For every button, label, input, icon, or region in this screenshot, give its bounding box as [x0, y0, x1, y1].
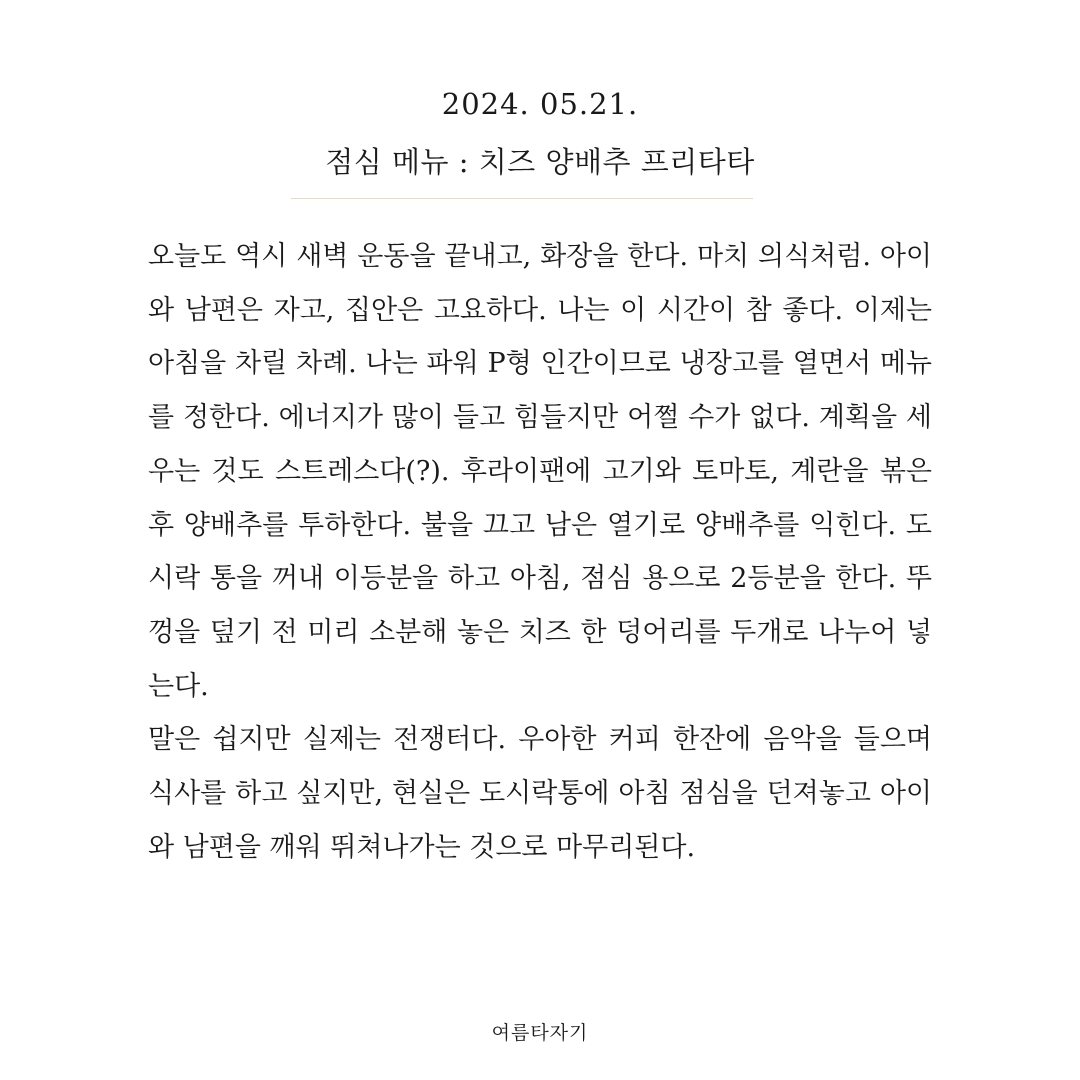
menu-title: 점심 메뉴 : 치즈 양배추 프리타타 — [325, 145, 755, 179]
title-divider — [291, 198, 753, 199]
journal-body — [148, 230, 932, 874]
body-paragraph-1: 오늘도 역시 새벽 운동을 끝내고, 화장을 한다. 마치 의식처럼. 아이와 남편은 자고, 집안은 고요하다. 나는 이 시간이 참 좋다. 이제는 아침을 차릴 차례. 나는 파워 P형 인간이므로 냉장고를 열면서 메뉴를 정한다. 에너지가 많이 들고 힘들지만 어쩔 수가 없다. 계획을 세우는 것도 스트레스다(?). 후라이팬에 고기와 토마토, 계란을 볶은 후 양배추를 투하한다. 불을 끄고 남은 열기로 양배추를 익힌다. 도시락 통을 꺼내 이등분을 하고 아침, 점심 용으로 2등분을 한다. 뚜껑을 덮기 전 미리 소분해 놓은 치즈 한 덩어리를 두개로 나누어 넣는다. — [148, 241, 932, 702]
entry-date: 2024. 05.21. — [441, 87, 639, 121]
body-paragraph-2: 말은 쉽지만 실제는 전쟁터다. 우아한 커피 한잔에 음악을 들으며 식사를 하고 싶지만, 현실은 도시락통에 아침 점심을 던져놓고 아이와 남편을 깨워 뛰쳐나가는 것으로 마무리된다. — [148, 724, 932, 863]
author-signature: 여름타자기 — [491, 1022, 589, 1044]
